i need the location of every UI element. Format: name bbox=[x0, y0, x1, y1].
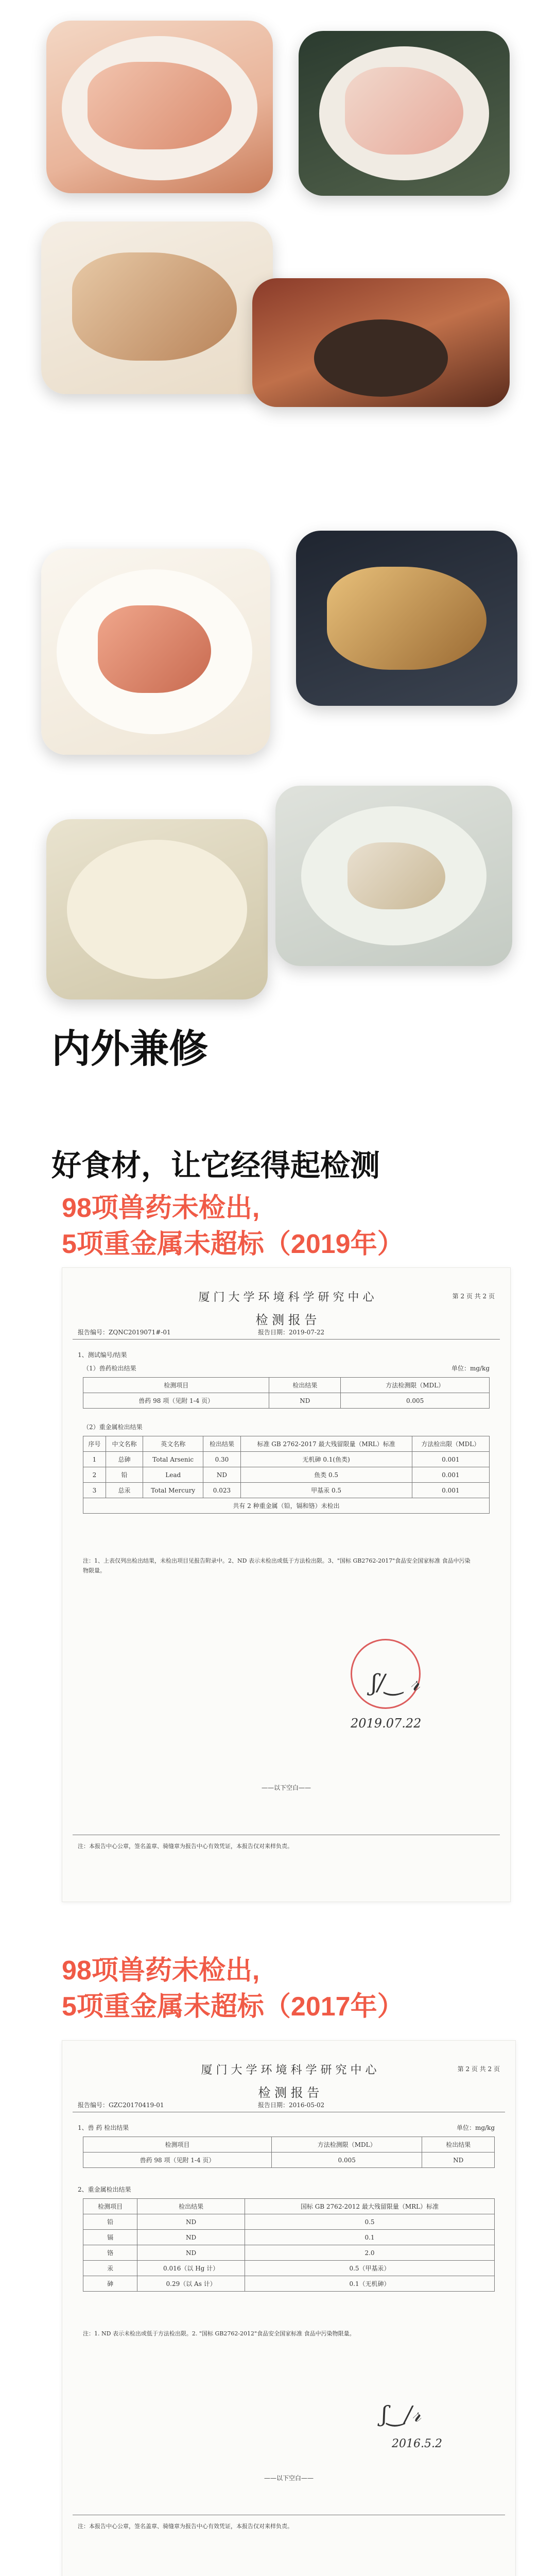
report2-table2 bbox=[83, 2198, 495, 2292]
t2-cell: 0.5（甲基汞） bbox=[245, 2261, 495, 2276]
t2-header: 序号 bbox=[83, 1436, 106, 1452]
t1-header: 方法检测限（MDL） bbox=[272, 2137, 422, 2153]
report1-foot: 注：本报告中心公章，签名盖章、骑缝章为报告中心有效凭证，本报告仅对来样负责。 bbox=[78, 1843, 293, 1850]
report2-foot: 注：本报告中心公章，签名盖章、骑缝章为报告中心有效凭证，本报告仅对来样负责。 bbox=[78, 2523, 293, 2530]
soup-bowl-shape bbox=[67, 840, 247, 979]
t2-cell: 0.001 bbox=[412, 1483, 489, 1498]
t2-cell: 甲基汞 0.5 bbox=[240, 1483, 412, 1498]
report2-sec2: 2、重金属检出结果 bbox=[78, 2186, 131, 2193]
report1-claim bbox=[62, 1190, 404, 1262]
t2-header: 英文名称 bbox=[143, 1436, 203, 1452]
report1-sub1: （1）兽药检出结果 bbox=[83, 1365, 136, 1372]
fish-shape bbox=[348, 842, 445, 909]
t2-cell: 无机砷 0.1(鱼类) bbox=[240, 1452, 412, 1467]
report1-unit: 单位：mg/kg bbox=[451, 1365, 490, 1372]
dumpling-shape bbox=[72, 252, 237, 361]
food-photo-3 bbox=[41, 222, 273, 394]
grilled-fish-shape bbox=[327, 567, 486, 670]
t2-cell: ND bbox=[137, 2230, 245, 2245]
t2-cell: Total Mercury bbox=[143, 1483, 203, 1498]
t2-header: 中文名称 bbox=[106, 1436, 143, 1452]
t1-cell: ND bbox=[422, 2153, 495, 2168]
t2-cell: 0.016（以 Hg 计） bbox=[137, 2261, 245, 2276]
t2-cell: 铬 bbox=[83, 2245, 137, 2261]
report2-claim-line2: 5项重金属未超标（2017年） bbox=[62, 1992, 404, 2022]
t2-header: 标准 GB 2762-2017 最大残留限量（MRL）标准 bbox=[240, 1436, 412, 1452]
report1-sub2: （2）重金属检出结果 bbox=[83, 1423, 143, 1431]
t2-cell: 镉 bbox=[83, 2230, 137, 2245]
report1-no: 报告编号：ZQNC2019071#-01 bbox=[78, 1329, 171, 1336]
pot-shape bbox=[314, 319, 448, 397]
report2-page: 第 2 页 共 2 页 bbox=[457, 2065, 500, 2073]
t2-header: 检测项目 bbox=[83, 2199, 137, 2214]
report1-claim-line2: 5项重金属未超标（2019年） bbox=[62, 1229, 404, 1260]
t2-header: 检出结果 bbox=[203, 1436, 240, 1452]
report1-table1 bbox=[83, 1377, 490, 1409]
t2-cell: ND bbox=[137, 2245, 245, 2261]
t1-cell: ND bbox=[269, 1393, 341, 1409]
food-photo-5 bbox=[296, 531, 517, 706]
t2-cell: 汞 bbox=[83, 2261, 137, 2276]
report2-unit: 单位：mg/kg bbox=[456, 2124, 495, 2131]
report1-claim-line1: 98项兽药未检出, bbox=[62, 1193, 260, 1223]
t2-footer: 共有 2 种重金属（铅，镉和铬）未检出 bbox=[83, 1498, 490, 1514]
report1-org: 厦 门 大 学 环 境 科 学 研 究 中 心 bbox=[198, 1291, 374, 1304]
t2-cell: 0.001 bbox=[412, 1452, 489, 1467]
t2-cell: 0.29（以 As 计） bbox=[137, 2276, 245, 2292]
report1-end: ——以下空白—— bbox=[261, 1784, 311, 1791]
t2-cell: 砷 bbox=[83, 2276, 137, 2292]
t2-cell: 铅 bbox=[83, 2214, 137, 2230]
t2-cell: 0.30 bbox=[203, 1452, 240, 1467]
t2-cell: 3 bbox=[83, 1483, 106, 1498]
t1-cell: 兽药 98 项（见附 1-4 页） bbox=[83, 1393, 269, 1409]
report1-signature: ʃ/‿ 𝓇 bbox=[371, 1670, 420, 1696]
report2-claim bbox=[62, 1953, 404, 2025]
report1-handwritten-date: 2019.07.22 bbox=[351, 1716, 422, 1731]
t2-cell: 2.0 bbox=[245, 2245, 495, 2261]
t2-cell: 鱼类 0.5 bbox=[240, 1467, 412, 1483]
t2-cell: 铅 bbox=[106, 1467, 143, 1483]
t2-cell: Total Arsenic bbox=[143, 1452, 203, 1467]
report1-sec1: 1、测试编号/结果 bbox=[78, 1351, 127, 1359]
t1-header: 方法检测限（MDL） bbox=[341, 1378, 490, 1393]
food-photo-6 bbox=[41, 549, 270, 755]
report2-table1 bbox=[83, 2137, 495, 2168]
food-photo-8 bbox=[275, 786, 512, 966]
t1-cell: 0.005 bbox=[341, 1393, 490, 1409]
t2-cell: 2 bbox=[83, 1467, 106, 1483]
report1-document bbox=[62, 1267, 511, 1902]
report2-handwritten-date: 2016.5.2 bbox=[392, 2437, 442, 2450]
t2-cell: 0.023 bbox=[203, 1483, 240, 1498]
t2-cell: 0.001 bbox=[412, 1467, 489, 1483]
t1-cell: 兽药 98 项（见附 1-4 页） bbox=[83, 2153, 272, 2168]
report1-notes: 注：1、上表仅列出检出结果，未检出项目见报告附录中。2、ND 表示未检出或低于方法检出限。3、"国标 GB2762-2017"食品安全国家标准 食品中污染物限量。 bbox=[83, 1557, 471, 1574]
report2-document bbox=[62, 2040, 516, 2576]
food-photo-7 bbox=[46, 819, 268, 999]
fish-shape bbox=[345, 67, 463, 155]
t2-header: 国标 GB 2762-2012 最大残留限量（MRL）标准 bbox=[245, 2199, 495, 2214]
t2-cell: 1 bbox=[83, 1452, 106, 1467]
report1-title: 检 测 报 告 bbox=[255, 1313, 317, 1327]
report2-signature: ʃ‿/𝓇 bbox=[381, 2401, 421, 2427]
t2-cell: 0.1（无机砷） bbox=[245, 2276, 495, 2292]
report2-no: 报告编号：GZC20170419-01 bbox=[78, 2102, 164, 2109]
report2-org: 厦 门 大 学 环 境 科 学 研 究 中 心 bbox=[201, 2064, 377, 2077]
t2-cell: Lead bbox=[143, 1467, 203, 1483]
report2-notes: 注：1. ND 表示未检出或低于方法检出限。2. "国标 GB2762-2012"食品安全国家标准 食品中污染物限量。 bbox=[83, 2330, 355, 2337]
t2-cell: ND bbox=[203, 1467, 240, 1483]
section-subheading: 好食材，让它经得起检测 bbox=[51, 1149, 380, 1182]
report2-claim-line1: 98项兽药未检出, bbox=[62, 1956, 260, 1986]
report1-table2 bbox=[83, 1436, 490, 1514]
food-photo-2 bbox=[299, 31, 510, 196]
report2-end: ——以下空白—— bbox=[264, 2475, 314, 2482]
report2-sec1: 1、兽 药 检出结果 bbox=[78, 2124, 129, 2131]
t1-cell: 0.005 bbox=[272, 2153, 422, 2168]
food-photo-1 bbox=[46, 21, 273, 193]
report2-title: 检 测 报 告 bbox=[258, 2086, 320, 2100]
fish-shape bbox=[98, 605, 211, 693]
t2-header: 方法检出限（MDL） bbox=[412, 1436, 489, 1452]
t1-header: 检测项目 bbox=[83, 1378, 269, 1393]
t1-header: 检测项目 bbox=[83, 2137, 272, 2153]
report1-page: 第 2 页 共 2 页 bbox=[452, 1293, 495, 1300]
t2-cell: 总砷 bbox=[106, 1452, 143, 1467]
t1-header: 检出结果 bbox=[269, 1378, 341, 1393]
food-photo-4 bbox=[252, 278, 510, 407]
t2-cell: 总汞 bbox=[106, 1483, 143, 1498]
report2-date: 报告日期：2016-05-02 bbox=[258, 2102, 325, 2109]
t2-cell: 0.5 bbox=[245, 2214, 495, 2230]
t2-cell: 0.1 bbox=[245, 2230, 495, 2245]
t1-header: 检出结果 bbox=[422, 2137, 495, 2153]
section-heading: 内外兼修 bbox=[51, 1027, 208, 1071]
t2-cell: ND bbox=[137, 2214, 245, 2230]
fish-shape bbox=[88, 62, 232, 149]
t2-header: 检出结果 bbox=[137, 2199, 245, 2214]
report1-date: 报告日期：2019-07-22 bbox=[258, 1329, 325, 1336]
